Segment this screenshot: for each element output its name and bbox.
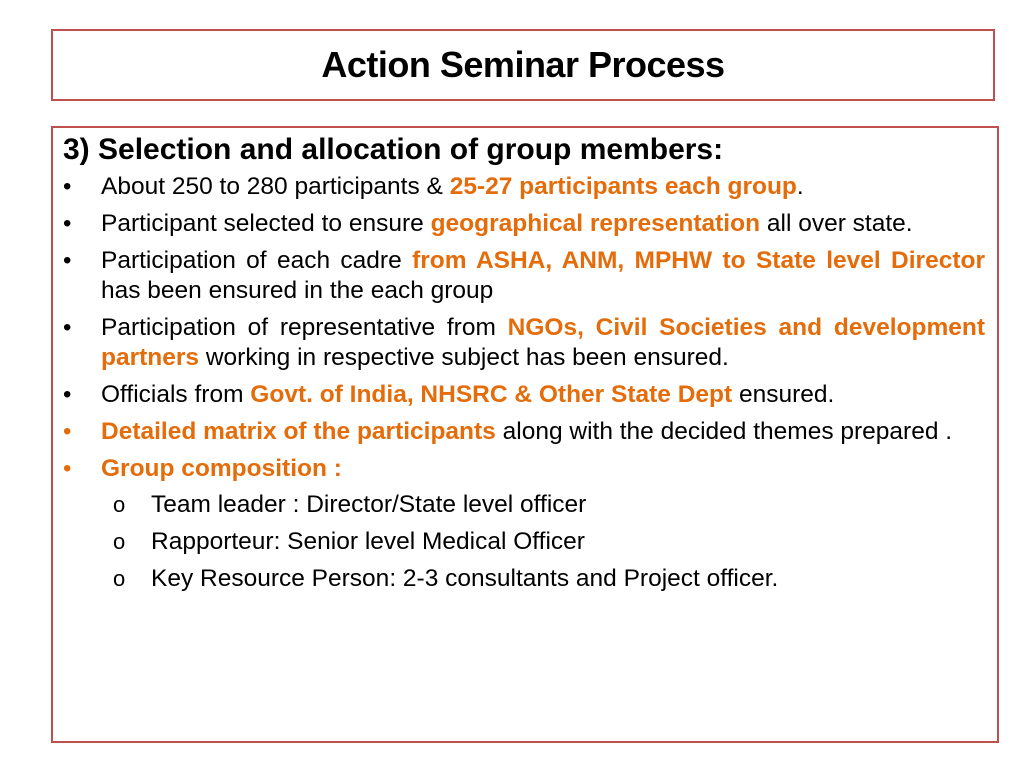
circle-bullet-icon: o xyxy=(113,566,126,591)
circle-bullet-icon: o xyxy=(113,492,126,517)
highlight-text: NGOs, Civil Societies and development partners xyxy=(101,314,985,371)
bullet-list xyxy=(63,172,985,594)
bullet-ngos: • Participation of representative from NGOs, Civil Societies and development partners working in respective subject has been ensured. xyxy=(63,314,985,371)
sub-item-rapporteur: o Rapporteur: Senior level Medical Officer xyxy=(113,528,585,555)
bullet-icon: • xyxy=(63,210,72,237)
sub-item-resource-person: o Key Resource Person: 2-3 consultants and Project officer. xyxy=(113,565,779,592)
bullet-icon: • xyxy=(63,173,72,200)
highlight-text: geographical representation xyxy=(430,210,761,237)
bullet-icon: • xyxy=(63,418,72,445)
bullet-icon: • xyxy=(63,455,72,482)
content-box xyxy=(51,126,999,743)
highlight-text: Detailed matrix of the participants xyxy=(101,418,496,445)
highlight-text: from ASHA, ANM, MPHW to State level Director xyxy=(412,247,985,274)
group-composition-list xyxy=(63,490,985,594)
title-box xyxy=(51,29,995,101)
bullet-participants-count: • About 250 to 280 participants & 25-27 participants each group. xyxy=(63,173,804,200)
bullet-officials: • Officials from Govt. of India, NHSRC & Other State Dept ensured. xyxy=(63,381,835,408)
slide-title: Action Seminar Process xyxy=(321,44,725,85)
highlight-text: Govt. of India, NHSRC & Other State Dept xyxy=(250,381,733,408)
sub-item-team-leader: o Team leader : Director/State level officer xyxy=(113,491,587,518)
highlight-text: 25-27 participants each group xyxy=(449,173,797,200)
bullet-cadre: • Participation of each cadre from ASHA, ANM, MPHW to State level Director has been ensured in the each group xyxy=(63,247,985,304)
bullet-icon: • xyxy=(63,247,72,274)
highlight-text: Group composition : xyxy=(101,455,342,482)
bullet-geographical: • Participant selected to ensure geographical representation all over state. xyxy=(63,210,913,237)
bullet-matrix: • Detailed matrix of the participants along with the decided themes prepared . xyxy=(63,418,953,445)
bullet-icon: • xyxy=(63,381,72,408)
section-heading: 3) Selection and allocation of group members: xyxy=(63,133,724,166)
bullet-group-composition xyxy=(63,454,985,594)
circle-bullet-icon: o xyxy=(113,529,126,554)
bullet-icon: • xyxy=(63,314,72,341)
